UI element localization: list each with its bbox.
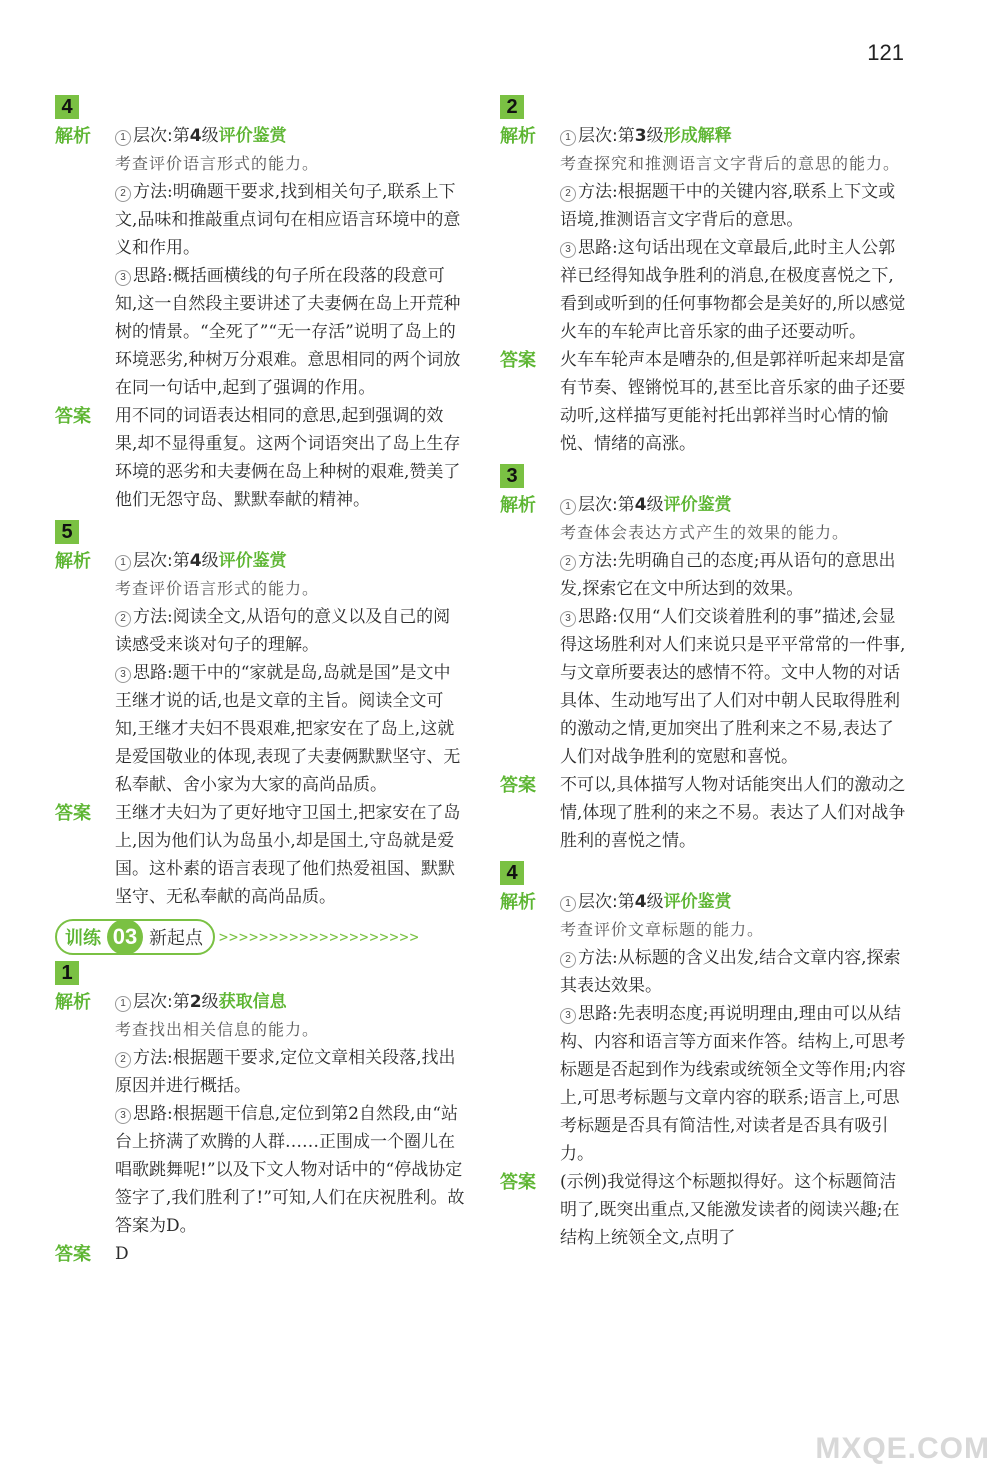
step-2-icon: 2: [560, 952, 576, 968]
step-1-icon: 1: [560, 130, 576, 146]
analysis-tag: 解析: [55, 126, 91, 146]
training-subtitle: 新起点: [149, 928, 203, 949]
level-line: 1 层次:第4级评价鉴赏: [115, 547, 465, 575]
thinking-text: 3 思路:先表明态度;再说明理由,理由可以从结构、内容和语言等方面来作答。结构上,可思考标题是否起到作为线索或统领全文等作用;内容上,可思考标题与文章内容的联系;语言上,可思考标题是否具有简洁性,对读者是否具有吸引力。: [560, 1004, 906, 1164]
left-column: [55, 95, 465, 1268]
step-1-icon: 1: [115, 996, 131, 1012]
method-text: 2 方法:根据题干要求,定位文章相关段落,找出原因并进行概括。: [115, 1048, 456, 1096]
answer-text: (示例)我觉得这个标题拟得好。这个标题简洁明了,既突出重点,又能激发读者的阅读兴趣;在结构上统领全文,点明了: [560, 1172, 900, 1248]
step-1-icon: 1: [560, 499, 576, 515]
step-3-icon: 3: [560, 242, 576, 258]
step-1-icon: 1: [115, 555, 131, 571]
step-2-icon: 2: [115, 611, 131, 627]
level-subtext: 考查评价语言形式的能力。: [115, 579, 320, 598]
method-text: 2 方法:明确题干要求,找到相关句子,联系上下文,品味和推敲重点词句在相应语言环境中的意义和作用。: [115, 182, 461, 258]
level-line: 1 层次:第4级评价鉴赏: [560, 888, 910, 916]
level-line: 1 层次:第2级获取信息: [115, 988, 465, 1016]
method-text: 2 方法:根据题干中的关键内容,联系上下文或语境,推测语言文字背后的意思。: [560, 182, 896, 230]
step-3-icon: 3: [560, 1008, 576, 1024]
question-2-right: [500, 95, 910, 458]
level-subtext: 考查找出相关信息的能力。: [115, 1020, 320, 1039]
question-number: 2: [500, 95, 524, 119]
training-header: [55, 919, 465, 955]
answer-tag: 答案: [500, 350, 536, 370]
step-2-icon: 2: [115, 186, 131, 202]
question-number: 4: [55, 95, 79, 119]
thinking-text: 3 思路:根据题干信息,定位到第2自然段,由“站台上挤满了欢腾的人群……正围成一个圈儿在唱歌跳舞呢!”以及下文人物对话中的“停战协定签字了,我们胜利了!”可知,人们在庆祝胜利。故答案为D。: [115, 1104, 465, 1236]
thinking-text: 3 思路:这句话出现在文章最后,此时主人公郭祥已经得知战争胜利的消息,在极度喜悦之下,看到或听到的任何事物都会是美好的,所以感觉火车的车轮声比音乐家的曲子还要动听。: [560, 238, 906, 342]
method-text: 2 方法:从标题的含义出发,结合文章内容,探索其表达效果。: [560, 948, 901, 996]
question-4-left: [55, 95, 465, 514]
answer-tag: 答案: [55, 1244, 91, 1264]
step-3-icon: 3: [115, 270, 131, 286]
answer-tag: 答案: [55, 803, 91, 823]
level-subtext: 考查评价语言形式的能力。: [115, 154, 320, 173]
level-subtext: 考查体会表达方式产生的效果的能力。: [560, 523, 850, 542]
question-number: 3: [500, 464, 524, 488]
method-text: 2 方法:阅读全文,从语句的意义以及自己的阅读感受来谈对句子的理解。: [115, 607, 451, 655]
question-1-left: [55, 961, 465, 1268]
step-3-icon: 3: [115, 667, 131, 683]
training-label: 训练: [65, 928, 101, 948]
level-subtext: 考查探究和推测语言文字背后的意思的能力。: [560, 154, 901, 173]
question-5-left: [55, 520, 465, 911]
question-number: 1: [55, 961, 79, 985]
arrow-decoration: >>>>>>>>>>>>>>>>>>>>: [219, 928, 420, 946]
thinking-text: 3 思路:题干中的“家就是岛,岛就是国”是文中王继才说的话,也是文章的主旨。阅读全文可知,王继才夫妇不畏艰难,把家安在了岛上,这就是爱国敬业的体现,表现了夫妻俩默默坚守、无私奉献、舍小家为大家的高尚品质。: [115, 663, 461, 795]
training-badge: [55, 919, 215, 955]
answer-tag: 答案: [55, 406, 91, 426]
level-line: 1 层次:第3级形成解释: [560, 122, 910, 150]
analysis-tag: 解析: [500, 495, 536, 515]
answer-tag: 答案: [500, 1172, 536, 1192]
question-number: 4: [500, 861, 524, 885]
page-number: 121: [867, 40, 904, 65]
step-1-icon: 1: [560, 896, 576, 912]
question-4-right: [500, 861, 910, 1252]
step-1-icon: 1: [115, 130, 131, 146]
answer-text: 用不同的词语表达相同的意思,起到强调的效果,却不显得重复。这两个词语突出了岛上生存环境的恶劣和夫妻俩在岛上种树的艰难,赞美了他们无怨守岛、默默奉献的精神。: [115, 406, 461, 510]
thinking-text: 3 思路:仅用“人们交谈着胜利的事”描述,会显得这场胜利对人们来说只是平平常常的一件事,与文章所要表达的感情不符。文中人物的对话具体、生动地写出了人们对中朝人民取得胜利的激动之情,更加突出了胜利来之不易,表达了人们对战争胜利的宽慰和喜悦。: [560, 607, 906, 767]
answer-text: 王继才夫妇为了更好地守卫国土,把家安在了岛上,因为他们认为岛虽小,却是国土,守岛就是爱国。这朴素的语言表现了他们热爱祖国、默默坚守、无私奉献的高尚品质。: [115, 803, 461, 907]
level-line: 1 层次:第4级评价鉴赏: [115, 122, 465, 150]
question-number: 5: [55, 520, 79, 544]
analysis-tag: 解析: [500, 126, 536, 146]
right-column: [500, 95, 910, 1252]
method-text: 2 方法:先明确自己的态度;再从语句的意思出发,探索它在文中所达到的效果。: [560, 551, 896, 599]
answer-text: 不可以,具体描写人物对话能突出人们的激动之情,体现了胜利的来之不易。表达了人们对战争胜利的喜悦之情。: [560, 775, 906, 851]
answer-text: D: [115, 1244, 129, 1264]
analysis-tag: 解析: [55, 992, 91, 1012]
level-subtext: 考查评价文章标题的能力。: [560, 920, 765, 939]
step-2-icon: 2: [560, 186, 576, 202]
step-2-icon: 2: [115, 1052, 131, 1068]
step-3-icon: 3: [560, 611, 576, 627]
watermark-logo: MXQE.COM: [815, 1432, 990, 1465]
level-line: 1 层次:第4级评价鉴赏: [560, 491, 910, 519]
question-3-right: [500, 464, 910, 855]
analysis-tag: 解析: [55, 551, 91, 571]
answer-text: 火车车轮声本是嘈杂的,但是郭祥听起来却是富有节奏、铿锵悦耳的,甚至比音乐家的曲子还要动听,这样描写更能衬托出郭祥当时心情的愉悦、情绪的高涨。: [560, 350, 906, 454]
answer-tag: 答案: [500, 775, 536, 795]
analysis-tag: 解析: [500, 892, 536, 912]
training-number: 03: [107, 919, 143, 955]
step-3-icon: 3: [115, 1108, 131, 1124]
thinking-text: 3 思路:概括画横线的句子所在段落的段意可知,这一自然段主要讲述了夫妻俩在岛上开荒种树的情景。“全死了”“无一存活”说明了岛上的环境恶劣,种树万分艰难。意思相同的两个词放在同一句话中,起到了强调的作用。: [115, 266, 461, 398]
step-2-icon: 2: [560, 555, 576, 571]
